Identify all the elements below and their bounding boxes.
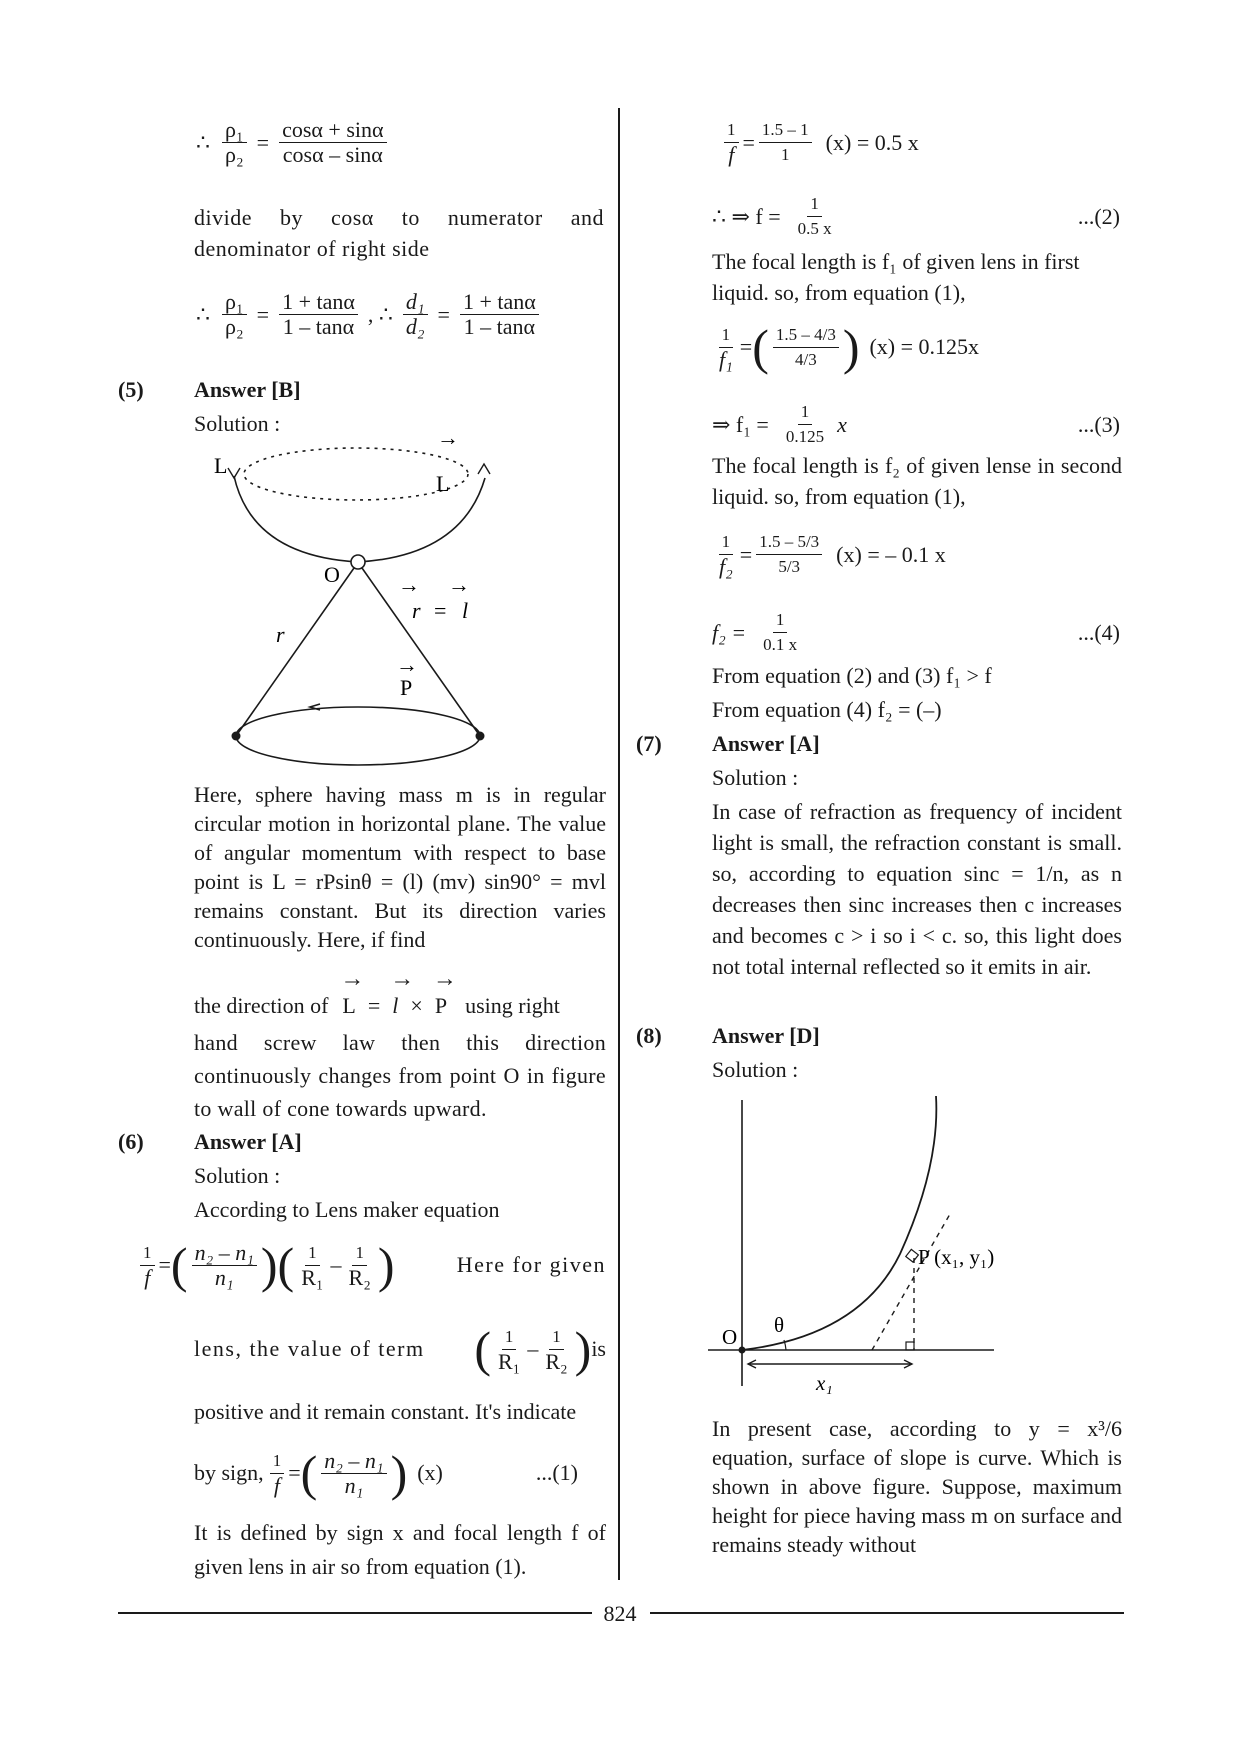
base-left-dot xyxy=(232,732,241,741)
fig5-l-arrow: → xyxy=(448,572,470,597)
fig8-P-label: P (x₁, y₁) xyxy=(918,1245,995,1269)
q5-paragraph-1: Here, sphere having mass m is in regular circular motion in horizontal plane. The value of angular momentum with respect to base point is L = rPsinθ = (l) (mv) sin90° = mvl remains constant. But its direction varies continuously. Here, if find xyxy=(194,782,606,952)
fig5-P-arrow: → xyxy=(396,652,418,677)
fig5-l-vec: l xyxy=(462,598,469,623)
eq-f1b: ⇒ f₁ = $\frac{1}{0.125}$ x ...(3) xyxy=(712,402,1120,446)
eq-f2b: f₂ = $\frac{1}{0.1 x}$ ...(4) xyxy=(712,610,1120,654)
fig5-L-arrow: → xyxy=(437,425,459,450)
fig5-r-arrow: → xyxy=(398,572,420,597)
q5-answer: Answer [B] xyxy=(194,377,301,402)
q5-number: (5) xyxy=(118,377,144,402)
q7-paragraph: In case of refraction as frequency of incident light is small, the refraction constant is small. so, according to equation sinc = 1/n, as n decreases then sinc increases then c increases and becomes c > i so i < c. so, this light does not total internal reflected so it emits in air. xyxy=(712,799,1122,979)
lens-maker-equation: $\frac{1}{f}$ = ( $\frac{\text{n₂ – n₁}}{\text{n₁}}$ )( $\frac{1}{\text{R₁}}$ – $\frac{1}{\text{R₂}}$ ) Here for given xyxy=(136,1240,606,1290)
point-o-circle xyxy=(351,555,365,569)
fig8-x1-label: x₁ xyxy=(816,1371,833,1395)
q8-answer: Answer [D] xyxy=(712,1023,820,1048)
fig5-O: O xyxy=(324,562,340,587)
dashed-orbit xyxy=(244,448,468,500)
q7-solution-label: Solution : xyxy=(712,765,799,790)
fig8-theta-label: θ xyxy=(774,1313,785,1337)
tangent-line xyxy=(872,1214,950,1350)
eq-air: $\frac{1}{f}$ = $\frac{1.5 - 1}{1}$ (x) = 0.5 x xyxy=(720,118,919,167)
from-equation-2: From equation (4) f₂ = (–) xyxy=(712,697,942,722)
fig5-P: P xyxy=(400,675,413,700)
contact-mark xyxy=(906,1249,919,1262)
rho-tan-equation: ∴ $\frac{\text{ρ₁}}{\text{ρ₂}}$ = $\frac{1 + \tan\alpha}{1 - \tan\alpha}$ , ∴ $\frac{\text{d₁}}{\text{d₂}}$ = $\frac{1 + \tan\alpha}{1 - \tan\alpha}$ xyxy=(196,290,543,339)
para-f2: The focal length is f₂ of given lense in second liquid. so, from equation (1), xyxy=(712,453,1122,509)
para-f1: The focal length is f₁ of given lens in first liquid. so, from equation (1), xyxy=(712,249,1080,305)
divide-text: divide by cosα to numerator and denominator of right side xyxy=(194,205,604,261)
q8-paragraph: In present case, according to y = x³/6 equation, surface of slope is curve. Which is shown in above figure. Suppose, maximum height for piece having mass m on surface and remains steady without xyxy=(712,1416,1122,1557)
q7-number: (7) xyxy=(636,731,662,756)
footer-rule-right xyxy=(650,1612,1124,1614)
q7-answer: Answer [A] xyxy=(712,731,820,756)
right-angle-mark xyxy=(906,1342,914,1350)
fig5-L-right: L xyxy=(436,471,450,496)
curve-figure xyxy=(700,1096,1000,1396)
fig5-eq: = xyxy=(434,598,447,623)
curve xyxy=(742,1096,936,1350)
eq-f1: $\frac{1}{\text{f₁}}$ = ( $\frac{1.5 - 4/3}{4/3}$ ) (x) = 0.125x xyxy=(719,319,980,375)
q5-solution-label: Solution : xyxy=(194,411,281,436)
fig5-L-left: L xyxy=(214,453,228,478)
q6-intro: According to Lens maker equation xyxy=(194,1197,500,1222)
l-right-arrowhead xyxy=(478,464,490,474)
q5-cross-product-line: the direction of → L = → l × → P using right xyxy=(194,990,606,1021)
q5-paragraph-3: hand screw law then this direction continuously changes from point O in figure to wall of cone towards upward. xyxy=(194,1030,606,1121)
base-circle xyxy=(236,707,480,765)
eq-f2: $\frac{1}{\text{f₂}}$ = $\frac{1.5 - 5/3}{5/3}$ (x) = – 0.1 x xyxy=(719,532,946,579)
fig5-r-vec: r xyxy=(412,598,421,623)
fig8-O-label: O xyxy=(722,1325,738,1349)
footer-rule-left xyxy=(118,1612,592,1614)
sign-paragraph: It is defined by sign x and focal length f of given lens in air so from equation (1). xyxy=(194,1520,606,1579)
q6-solution-label: Solution : xyxy=(194,1163,281,1188)
q6-number: (6) xyxy=(118,1129,144,1154)
sign-equation-line: by sign, $\frac{1}{f}$ = ( $\frac{\text{n₂ – n₁}}{\text{n₁}}$ ) (x) ...(1) xyxy=(194,1445,578,1501)
from-equation-1: From equation (2) and (3) f₁ > f xyxy=(712,663,992,688)
rho-ratio-equation: ∴ $\frac{\text{ρ₁}}{\text{ρ₂}}$ = $\frac{\cos\alpha + \sin\alpha}{\cos\alpha - \sin\alpha}$ xyxy=(196,118,391,167)
page-number: 824 xyxy=(603,1601,637,1626)
q8-number: (8) xyxy=(636,1023,662,1048)
base-right-dot xyxy=(476,732,485,741)
lens-term-line: lens, the value of term ( $\frac{1}{\text{R₁}}$ – $\frac{1}{\text{R₂}}$ ) is xyxy=(194,1321,606,1377)
origin-dot xyxy=(739,1347,746,1354)
lens-text-2: positive and it remain constant. It's indicate xyxy=(194,1399,577,1424)
column-divider xyxy=(618,108,620,1580)
cone-figure xyxy=(200,425,500,758)
q8-solution-label: Solution : xyxy=(712,1057,799,1082)
eq-f: ∴ ⇒ f = $\frac{1}{0.5 x}$ ...(2) xyxy=(712,194,1120,238)
q6-answer: Answer [A] xyxy=(194,1129,302,1154)
fig5-r-label: r xyxy=(276,622,285,647)
